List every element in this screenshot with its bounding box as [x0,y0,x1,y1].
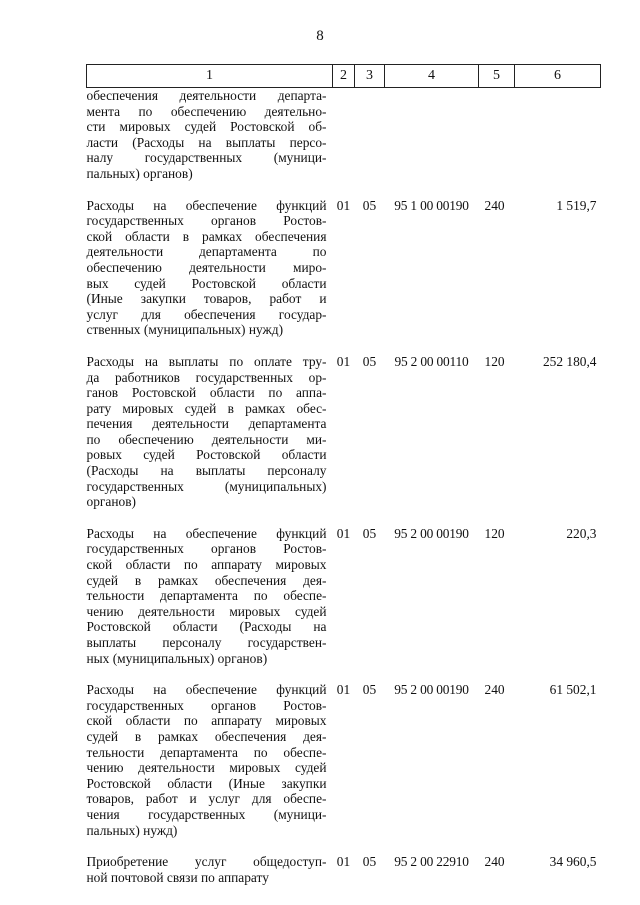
cell-pr: 05 [362,682,377,698]
cell-rz: 01 [336,525,351,541]
table-body [87,88,601,902]
cell-name-line: тельности департамента по обеспе- [86,588,327,604]
cell-name-line: услуг для обеспечения государ- [86,306,327,322]
cell-rz: 01 [336,854,351,870]
cell-rz: 01 [336,197,351,213]
cell-vr: 240 [484,197,505,213]
cell-name-line: рату мировых судей в рамках обес- [86,400,327,416]
cell-name-line: Расходы на обеспечение функций [86,197,327,213]
table-row [87,854,601,901]
cell-name-line: вых судей Ростовской области [86,275,327,291]
cell-name [87,526,333,682]
cell-vr: 240 [484,682,505,698]
cell-name [87,88,333,198]
cell-csr [385,88,479,198]
cell-name-line: государственных органов Ростов- [86,541,327,557]
cell-pr: 05 [362,854,377,870]
cell-name-line: товаров, работ и услуг для обеспе- [86,791,327,807]
cell-sum: 61 502,1 [549,682,597,698]
cell-name-line: пальных) нужд) [86,822,178,838]
table-header-row [87,65,601,88]
budget-table [86,64,601,901]
cell-name-line: деятельности департамента по [86,244,327,260]
cell-vr: 120 [484,353,505,369]
cell-name-line: Расходы на выплаты по оплате тру- [86,353,327,369]
cell-name-line: ных (муниципальных) органов) [86,650,268,666]
cell-vr: 240 [484,854,505,870]
cell-name-line: ганов Ростовской области по аппа- [86,385,327,401]
cell-name-line: сти мировых судей Ростовской об- [86,119,327,135]
cell-name-line: ласти (Расходы на выплаты персо- [86,134,327,150]
cell-csr: 95 2 00 00190 [394,682,469,698]
cell-name-line: судей в рамках обеспечения дея- [86,572,327,588]
cell-pr: 05 [362,197,377,213]
cell-name-line: ской области по аппарату мировых [86,713,327,729]
cell-name-line: судей в рамках обеспечения дея- [86,728,327,744]
cell-name-line: ственных (муниципальных) нужд) [86,322,284,338]
cell-sum: 252 180,4 [542,353,597,369]
cell-name-line: Приобретение услуг общедоступ- [86,854,327,870]
cell-name-line: Расходы на обеспечение функций [86,525,327,541]
cell-name-line: органов) [86,494,136,510]
cell-rz [333,88,355,198]
cell-csr: 95 2 00 00110 [394,353,469,369]
cell-name-line: ной почтовой связи по аппарату [86,869,269,885]
cell-name-line: (Расходы на выплаты персоналу [86,463,327,479]
cell-pr [355,88,385,198]
table-row [87,526,601,682]
cell-vr: 120 [484,525,505,541]
cell-sum: 1 519,7 [556,197,597,213]
cell-name-line: государственных органов Ростов- [86,697,327,713]
cell-name-line: налу государственных (муници- [86,150,327,166]
page-number: 8 [316,28,324,44]
cell-name-line: тельности департамента по обеспе- [86,744,327,760]
cell-rz: 01 [336,353,351,369]
cell-name-line: ской области по аппарату мировых [86,557,327,573]
cell-sum [515,88,601,198]
cell-vr [479,88,515,198]
cell-name-line: чению деятельности мировых судей [86,760,327,776]
cell-csr: 95 2 00 22910 [394,854,469,870]
table-row [87,88,601,198]
cell-sum: 220,3 [566,525,597,541]
cell-name-line: Ростовской области (Расходы на [86,619,327,635]
cell-name-line: печения деятельности департамента [86,416,327,432]
cell-name-line: (Иные закупки товаров, работ и [86,291,327,307]
cell-name [87,354,333,526]
cell-sum: 34 960,5 [549,854,597,870]
cell-name-line: мента по обеспечению деятельно- [86,103,327,119]
cell-name-line: по обеспечению деятельности ми- [86,431,327,447]
table-row [87,354,601,526]
cell-name-line: ской области в рамках обеспечения [86,228,327,244]
cell-name-line: Расходы на обеспечение функций [86,682,327,698]
cell-name-line: Ростовской области (Иные закупки [86,775,327,791]
cell-name-line: чению деятельности мировых судей [86,603,327,619]
table-row [87,198,601,354]
col-header-rz: 2 [333,65,355,88]
cell-name-line: государственных органов Ростов- [86,213,327,229]
cell-pr: 05 [362,353,377,369]
cell-csr: 95 2 00 00190 [394,525,469,541]
cell-name [87,198,333,354]
col-header-sum: 6 [515,65,601,88]
cell-name-line: ровых судей Ростовской области [86,447,327,463]
cell-name [87,682,333,854]
cell-name-line: обеспечению деятельности миро- [86,259,327,275]
cell-name-line: чения государственных (муници- [86,806,327,822]
cell-csr: 95 1 00 00190 [394,197,469,213]
table-row [87,682,601,854]
col-header-csr: 4 [385,65,479,88]
col-header-pr: 3 [355,65,385,88]
cell-rz: 01 [336,682,351,698]
cell-name-line: выплаты персоналу государствен- [86,635,327,650]
col-header-name: 1 [87,65,333,88]
cell-name-line: да работников государственных ор- [86,369,327,385]
col-header-vr: 5 [479,65,515,88]
cell-name [87,854,333,901]
cell-name-line: государственных (муниципальных) [86,478,327,494]
cell-pr: 05 [362,525,377,541]
cell-name-line: пальных) органов) [86,165,193,181]
cell-name-line: обеспечения деятельности департа- [86,88,327,103]
